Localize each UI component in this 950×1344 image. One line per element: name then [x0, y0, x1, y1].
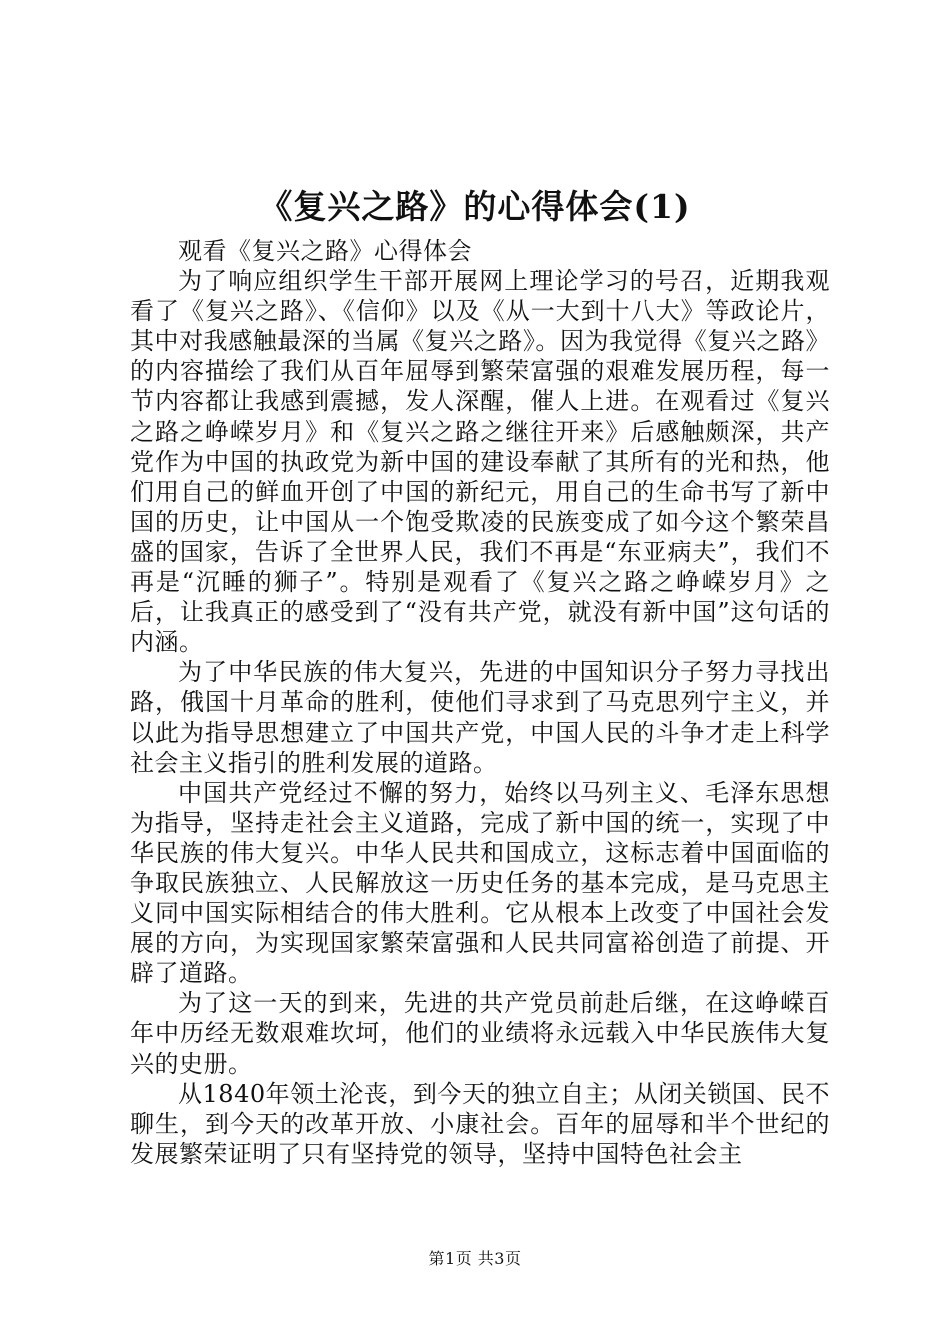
paragraph: 中国共产党经过不懈的努力，始终以马列主义、毛泽东思想为指导，坚持走社会主义道路，完成了新中国的统一，实现了中华民族的伟大复兴。中华人民共和国成立，这标志着中国面临的争取民族独立、人民解放这一历史任务的基本完成，是马克思主义同中国实际相结合的伟大胜利。它从根本上改变了中国社会发展的方向，为实现国家繁荣富强和人民共同富裕创造了前提、开辟了道路。: [130, 778, 830, 988]
page-footer: 第1页 共3页: [428, 1249, 522, 1268]
paragraph-subtitle: 观看《复兴之路》心得体会: [178, 237, 472, 265]
document-title: 《复兴之路》的心得体会(1): [259, 187, 691, 226]
paragraph: 为了中华民族的伟大复兴，先进的中国知识分子努力寻找出路，俄国十月革命的胜利，使他们寻求到了马克思列宁主义，并以此为指导思想建立了中国共产党，中国人民的斗争才走上科学社会主义指引的胜利发展的道路。: [130, 658, 830, 777]
paragraph: 从1840年领土沦丧，到今天的独立自主；从闭关锁国、民不聊生，到今天的改革开放、小康社会。百年的屈辱和半个世纪的发展繁荣证明了只有坚持党的领导，坚持中国特色社会主: [130, 1079, 830, 1168]
paragraph: 为了这一天的到来，先进的共产党员前赴后继，在这峥嵘百年中历经无数艰难坎坷，他们的业绩将永远载入中华民族伟大复兴的史册。: [130, 989, 830, 1078]
document-body: [130, 236, 830, 1169]
paragraph: 为了响应组织学生干部开展网上理论学习的号召，近期我观看了《复兴之路》、《信仰》以及《从一大到十八大》等政论片，其中对我感触最深的当属《复兴之路》。因为我觉得《复兴之路》的内容描绘了我们从百年屈辱到繁荣富强的艰难发展历程，每一节内容都让我感到震撼，发人深醒，催人上进。在观看过《复兴之路之峥嵘岁月》和《复兴之路之继往开来》后感触颇深，共产党作为中国的执政党为新中国的建设奉献了其所有的光和热，他们用自己的鲜血开创了中国的新纪元，用自己的生命书写了新中国的历史，让中国从一个饱受欺凌的民族变成了如今这个繁荣昌盛的国家，告诉了全世界人民，我们不再是“东亚病夫”，我们不再是“沉睡的狮子”。特别是观看了《复兴之路之峥嵘岁月》之后，让我真正的感受到了“没有共产党，就没有新中国”这句话的内涵。: [130, 267, 830, 657]
